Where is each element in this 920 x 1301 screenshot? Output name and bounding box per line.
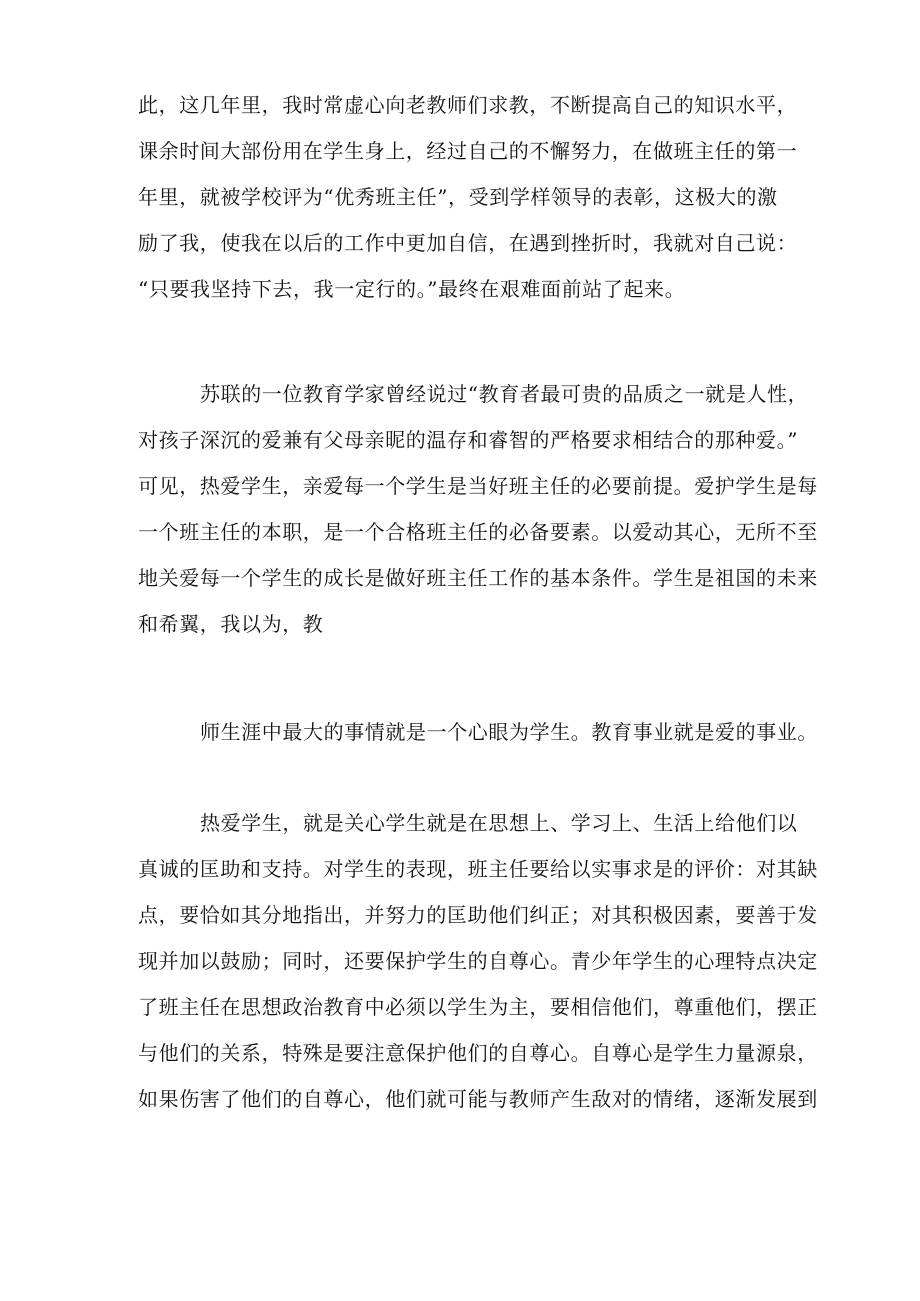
- text-line: 励了我，使我在以后的工作中更加自信，在遇到挫折时，我就对自己说：: [138, 231, 798, 255]
- text-line: 现并加以鼓励；同时，还要保护学生的自尊心。青少年学生的心理特点决定: [138, 949, 818, 973]
- text-line: 课余时间大部份用在学生身上，经过自己的不懈努力，在做班主任的第一: [138, 139, 798, 163]
- text-line: 地关爱每一个学生的成长是做好班主任工作的基本条件。学生是祖国的未来: [138, 566, 818, 590]
- text-line: 真诚的匡助和支持。对学生的表现，班主任要给以实事求是的评价：对其缺: [138, 857, 818, 881]
- text-line: “只要我坚持下去，我一定行的。”最终在艰难面前站了起来。: [138, 277, 686, 301]
- text-line: 点，要恰如其分地指出，并努力的匡助他们纠正；对其积极因素，要善于发: [138, 903, 818, 927]
- paragraph-3: [138, 709, 818, 755]
- paragraph-2: [138, 371, 818, 647]
- text-line: 可见，热爱学生，亲爱每一个学生是当好班主任的必要前提。爱护学生是每: [138, 474, 818, 498]
- text-line: 苏联的一位教育学家曾经说过“教育者最可贵的品质之一就是人性，: [200, 382, 809, 406]
- text-line: 和希翼，我以为，教: [138, 612, 324, 636]
- text-line: 对孩子深沉的爱兼有父母亲昵的温存和睿智的严格要求相结合的那种爱。”: [138, 428, 799, 452]
- paragraph-1: [138, 82, 808, 312]
- text-line: 如果伤害了他们的自尊心，他们就可能与教师产生敌对的情绪，逐渐发展到: [138, 1087, 818, 1111]
- text-line: 师生涯中最大的事情就是一个心眼为学生。教育事业就是爱的事业。: [200, 720, 818, 744]
- text-line: 与他们的关系，特殊是要注意保护他们的自尊心。自尊心是学生力量源泉，: [138, 1041, 818, 1065]
- text-line: 一个班主任的本职，是一个合格班主任的必备要素。以爱动其心，无所不至: [138, 520, 818, 544]
- paragraph-4: [138, 800, 818, 1122]
- text-line: 此，这几年里，我时常虚心向老教师们求教，不断提高自己的知识水平，: [138, 93, 798, 117]
- text-line: 了班主任在思想政治教育中必须以学生为主，要相信他们，尊重他们，摆正: [138, 995, 818, 1019]
- text-line: 热爱学生，就是关心学生就是在思想上、学习上、生活上给他们以: [200, 811, 798, 835]
- text-line: 年里，就被学校评为“优秀班主任”，受到学样领导的表彰，这极大的激: [138, 185, 778, 209]
